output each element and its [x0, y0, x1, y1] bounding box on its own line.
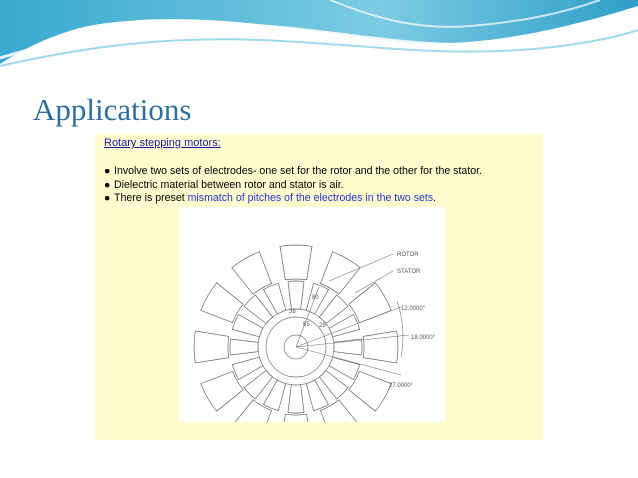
stator-leader-line	[355, 271, 393, 293]
slide-title: Applications	[33, 92, 192, 127]
stator-electrode	[232, 400, 272, 422]
stator-electrode	[363, 331, 398, 363]
radius-label-small: 25	[319, 323, 326, 329]
angle-label-mid: 18.0000°	[411, 335, 436, 341]
radius-label-outer: 80	[312, 295, 319, 301]
angle-line-b	[296, 335, 409, 347]
rotor-label: ROTOR	[397, 252, 419, 258]
angle-label-small: 12.0000°	[401, 306, 426, 312]
stator-electrode	[349, 371, 391, 411]
rotary-motor-diagram	[179, 207, 445, 422]
stator-electrode	[201, 283, 243, 323]
rotor-electrode	[319, 295, 348, 324]
stator-electrode	[280, 414, 312, 422]
radius-label-inner: 65	[303, 322, 310, 328]
angle-line-a	[296, 307, 401, 347]
content-box	[95, 134, 543, 440]
stator-electrode	[349, 283, 391, 323]
stator-electrode	[320, 252, 360, 294]
bullet-item: ● Involve two sets of electrodes- one set for the rotor and the other for the stator.	[104, 165, 483, 177]
rotor-electrode	[230, 339, 258, 355]
stator-electrode	[280, 245, 312, 280]
rotor-leader-line	[329, 254, 393, 281]
stator-electrode	[232, 252, 272, 294]
motor-schematic-svg	[179, 207, 445, 422]
rotor-electrode	[244, 295, 273, 324]
rotor-electrode	[319, 370, 348, 399]
stator-electrode	[194, 331, 229, 363]
header-wave-decoration	[0, 0, 638, 80]
rotor-electrode	[288, 281, 304, 309]
bullet-list	[104, 165, 482, 206]
stator-electrode	[201, 371, 243, 411]
highlighted-text: mismatch of pitches of the electrodes in the two sets	[187, 192, 434, 204]
stator-electrode	[320, 400, 360, 422]
radius-label-mid: 38	[289, 309, 296, 315]
bullet-item: ● Dielectric material between rotor and stator is air.	[104, 178, 344, 191]
angle-label-large: 27.0000°	[389, 383, 414, 389]
bullet-item: ● There is preset mismatch of pitches of the electrodes in the two sets.	[104, 192, 437, 204]
rotor-electrode	[244, 370, 273, 399]
section-heading: Rotary stepping motors:	[104, 137, 221, 149]
stator-label: STATOR	[397, 269, 421, 275]
rotor-electrode	[288, 385, 304, 413]
